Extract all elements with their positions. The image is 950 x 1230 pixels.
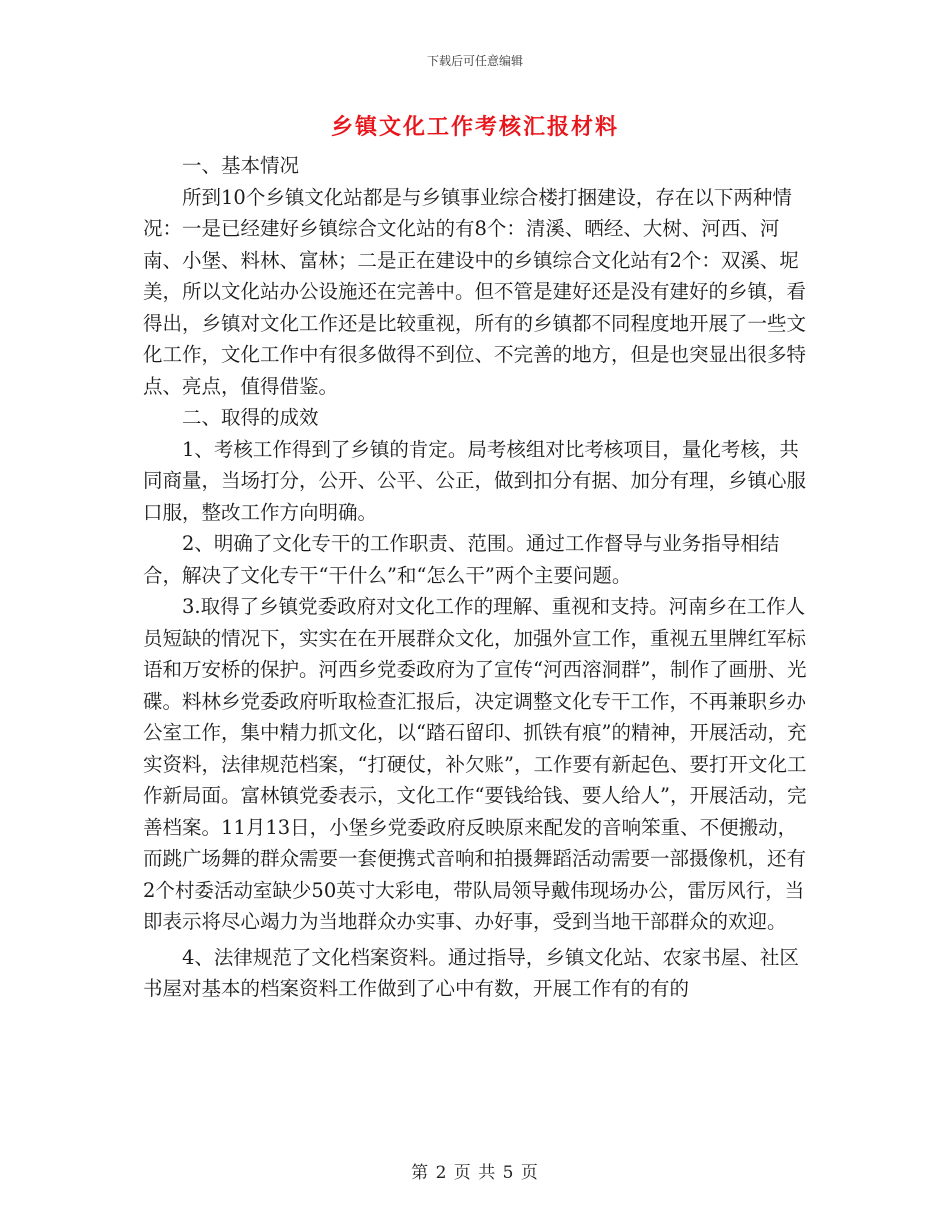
paragraph-result-4: 4、法律规范了文化档案资料。通过指导，乡镇文化站、农家书屋、社区书屋对基本的档案资料工作做到了心中有数，开展工作有的有的 [143, 945, 799, 1000]
section-heading-basic: 一、基本情况 [182, 154, 300, 177]
paragraph-basic-situation: 所到10个乡镇文化站都是与乡镇事业综合楼打捆建设，存在以下两种情况：一是已经建好乡镇综合文化站的有8个：清溪、晒经、大树、河西、河南、小堡、料林、富林；二是正在建设中的乡镇综合文化站有2个：双溪、坭美，所以文化站办公设施还在完善中。但不管是建好还是没有建好的乡镇，看得出，乡镇对文化工作还是比较重视，所有的乡镇都不同程度地开展了一些文化工作，文化工作中有很多做得不到位、不完善的地方，但是也突显出很多特点、亮点，值得借鉴。 [143, 185, 807, 398]
document-title: 乡镇文化工作考核汇报材料 [330, 114, 619, 140]
paragraph-result-3: 3.取得了乡镇党委政府对文化工作的理解、重视和支持。河南乡在工作人员短缺的情况下，实实在在开展群众文化，加强外宣工作，重视五里牌红军标语和万安桥的保护。河西乡党委政府为了宣传“河西溶洞群”，制作了画册、光碟。料林乡党委政府听取检查汇报后，决定调整文化专干工作，不再兼职乡办公室工作，集中精力抓文化，以“踏石留印、抓铁有痕”的精神，开展活动，充实资料，法律规范档案，“打硬仗，补欠账”，工作要有新起色、要打开文化工作新局面。富林镇党委表示，文化工作“要钱给钱、要人给人”，开展活动，完善档案。11月13日，小堡乡党委政府反映原来配发的音响笨重、不便搬动，而跳广场舞的群众需要一套便携式音响和拍摄舞蹈活动需要一部摄像机，还有2个村委活动室缺少50英寸大彩电，带队局领导戴伟现场办公，雷厉风行，当即表示将尽心竭力为当地群众办实事、办好事，受到当地干部群众的欢迎。 [143, 595, 807, 933]
paragraph-result-2: 2、明确了文化专干的工作职责、范围。通过工作督导与业务指导相结合，解决了文化专干“干什么”和“怎么干”两个主要问题。 [143, 532, 780, 587]
page-number: 第 2 页 共 5 页 [411, 1163, 539, 1183]
section-heading-results: 二、取得的成效 [182, 406, 319, 429]
document-body [143, 150, 813, 1005]
header-note: 下载后可任意编辑 [426, 54, 523, 68]
paragraph-result-1: 1、考核工作得到了乡镇的肯定。局考核组对比考核项目，量化考核，共同商量，当场打分，公开、公平、公正，做到扣分有据、加分有理，乡镇心服口服，整改工作方向明确。 [143, 437, 807, 524]
